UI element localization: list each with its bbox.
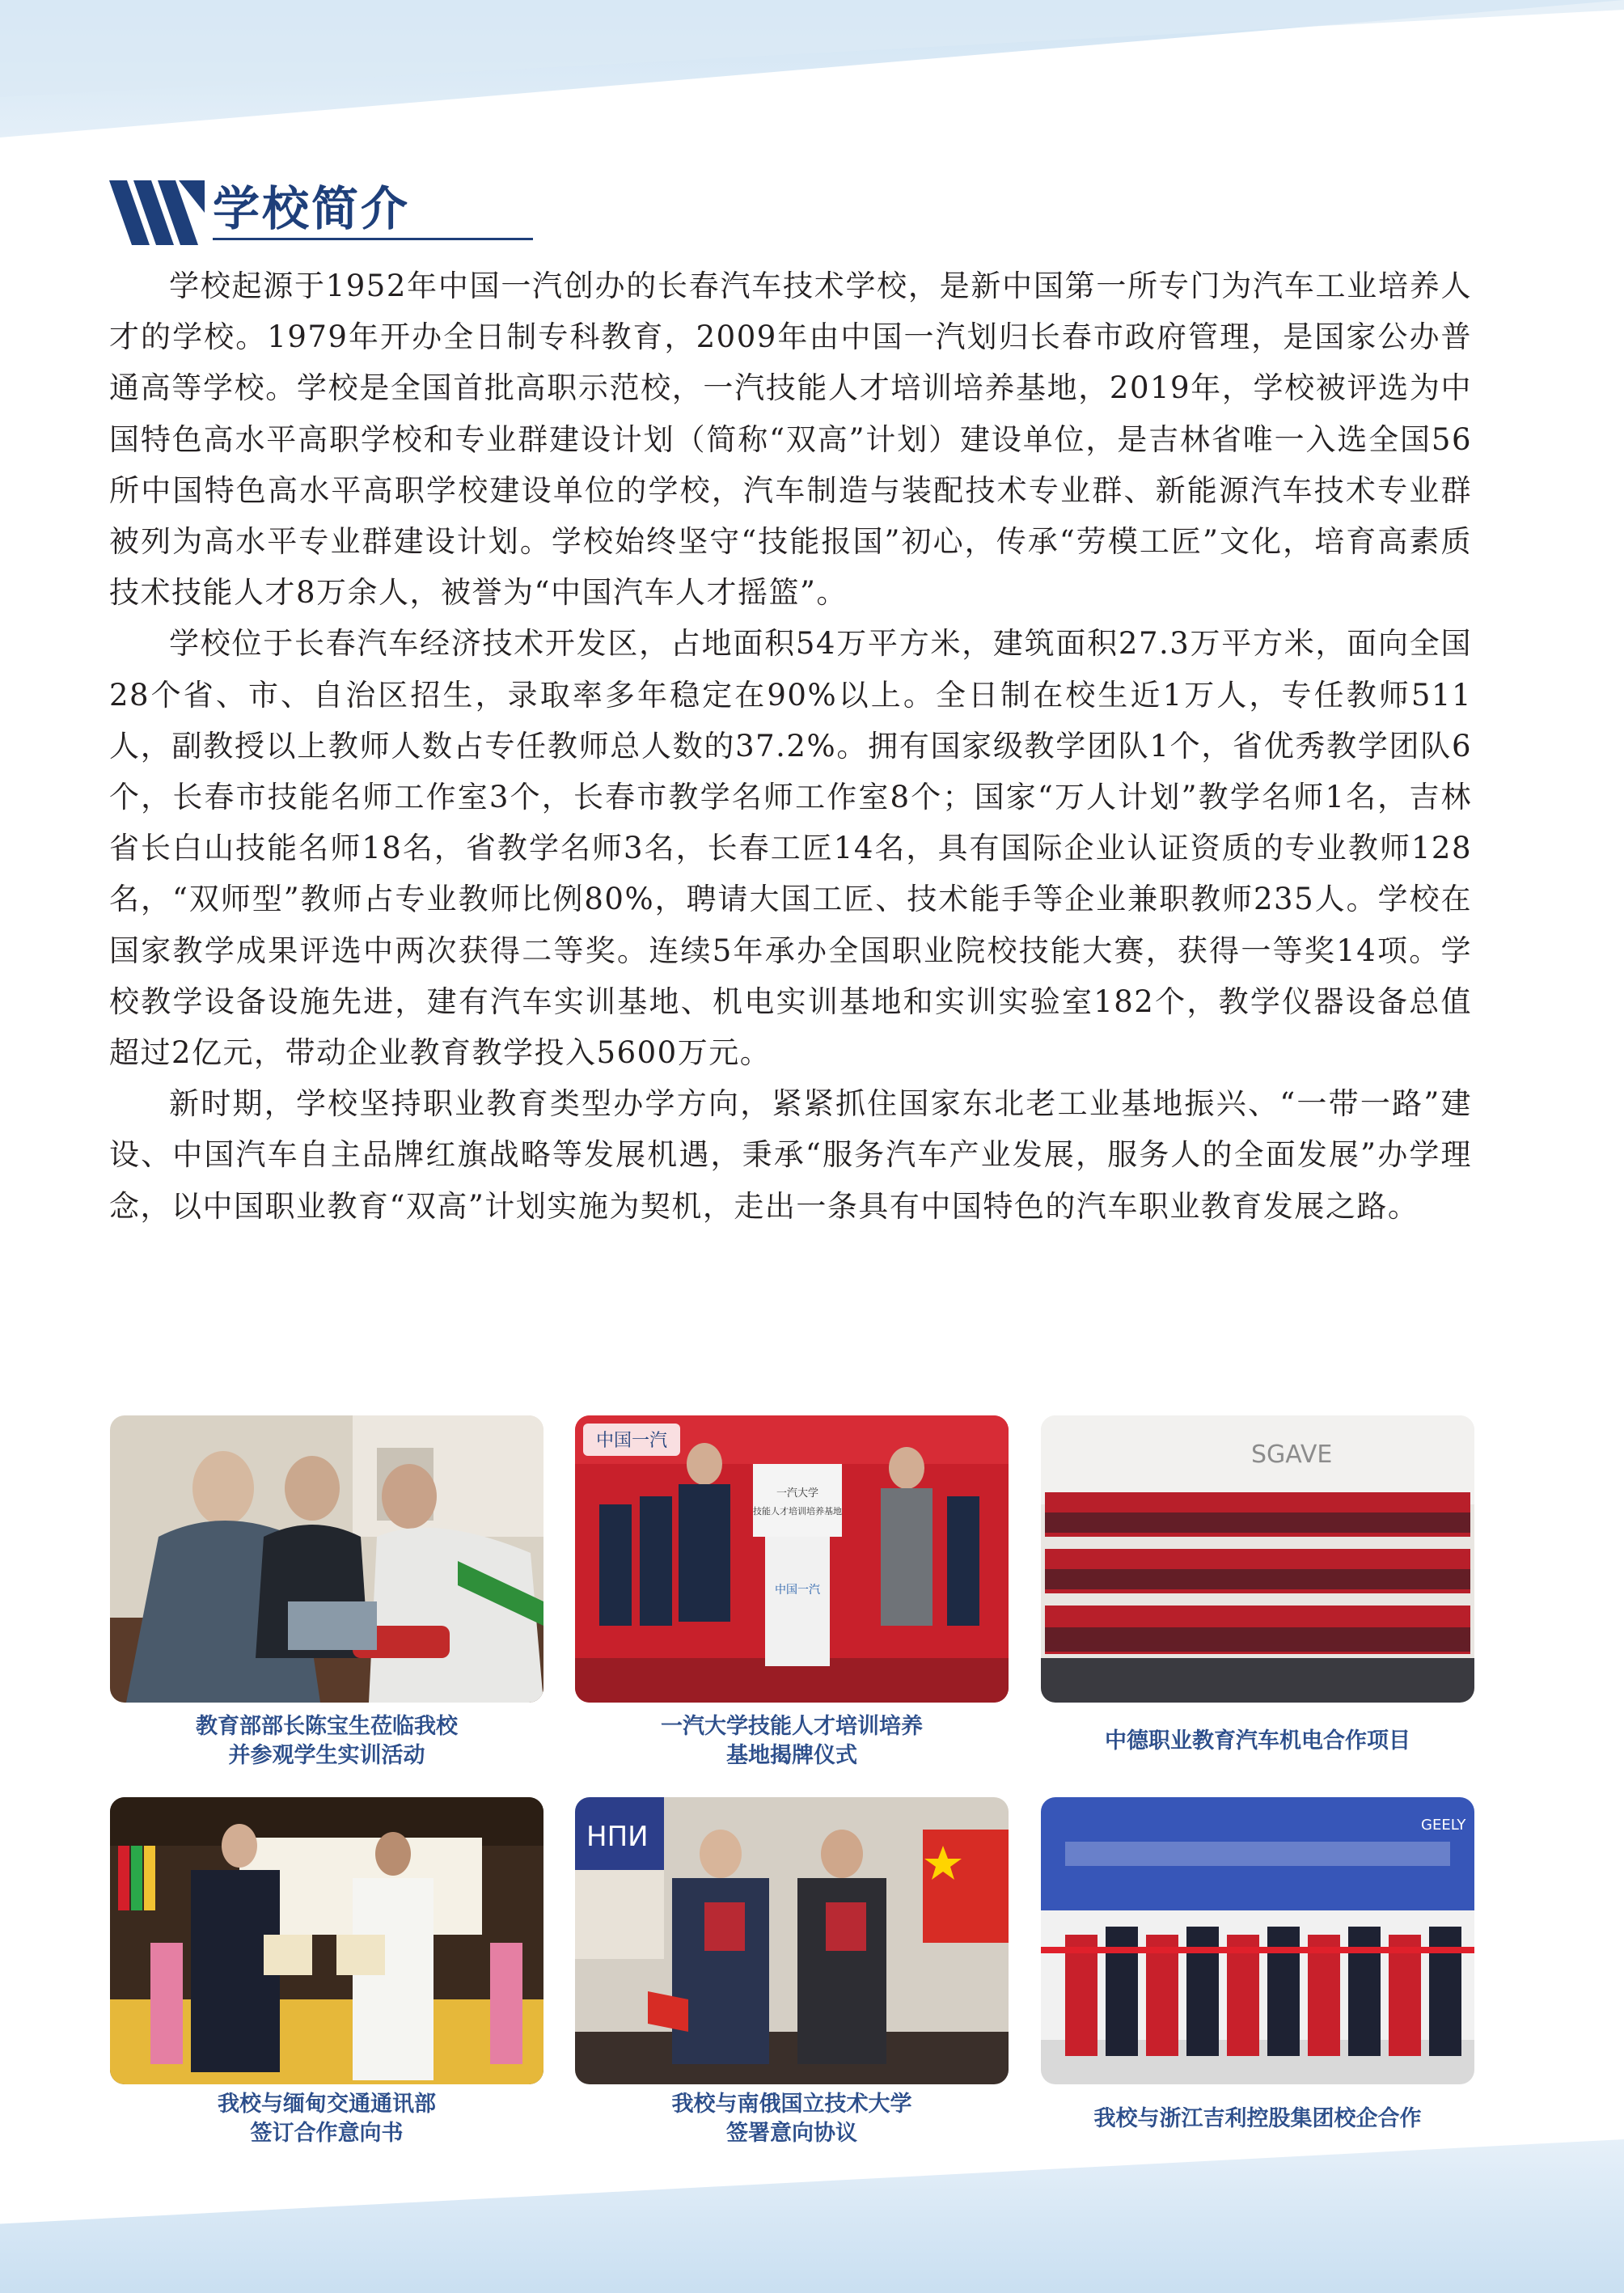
photo-plaque-ceremony [575, 1415, 1009, 1703]
plaque-text-2: 技能人才培训培养基地 [753, 1506, 842, 1517]
plaque-text-1: 一汽大学 [776, 1487, 819, 1500]
caption-plaque-ceremony [549, 1712, 1034, 1771]
podium-text: 中国一汽 [775, 1584, 820, 1597]
caption-russia-signing [549, 2090, 1034, 2148]
paragraph-history: 学校起源于1952年中国一汽创办的长春汽车技术学校，是新中国第一所专门为汽车工业培养人才的学校。1979年开办全日制专科教育，2009年由中国一汽划归长春市政府管理，是国家公办普通高等学校。学校是全国首批高职示范校，一汽技能人才培训培养基地，2019年，学校被评选为中国特色高水平高职学校和专业群建设计划（简称“双高”计划）建设单位，是吉林省唯一入选全国56所中国特色高水平高职学校建设单位的学校，汽车制造与装配技术专业群、新能源汽车技术专业群被列为高水平专业群建设计划。学校始终坚守“技能报国”初心，传承“劳模工匠”文化，培育高素质技术技能人才8万余人，被誉为“中国汽车人才摇篮”。 [109, 269, 1472, 611]
caption-minister-visit [84, 1712, 569, 1771]
caption-line-1: 一汽大学技能人才培训培养 [661, 1714, 923, 1739]
sign-text: 中国一汽 [595, 1431, 668, 1451]
intro-body [109, 260, 1472, 1232]
caption-line-2: 签订合作意向书 [250, 2121, 404, 2146]
caption-line-2: 并参观学生实训活动 [228, 1743, 425, 1768]
section-heading [109, 176, 425, 241]
photo-minister-visit [110, 1415, 543, 1703]
caption-line-1: 我校与缅甸交通通讯部 [218, 2092, 436, 2117]
caption-line-1: 我校与南俄国立技术大学 [671, 2092, 912, 2117]
photo-sino-german-project [1041, 1415, 1474, 1703]
photo-geely-cooperation [1041, 1797, 1474, 2084]
photo-myanmar-signing [110, 1797, 543, 2084]
caption-line-2: 基地揭牌仪式 [726, 1743, 857, 1768]
caption-line-2: 签署意向协议 [726, 2121, 857, 2146]
banner-text: GEELY [1421, 1817, 1466, 1834]
caption-myanmar-signing [84, 2090, 569, 2148]
sign-text: НПИ [586, 1821, 649, 1853]
top-decor-band-overlay [0, 0, 1624, 97]
caption-sino-german-project [1015, 1727, 1500, 1756]
section-title: 学校简介 [213, 181, 411, 236]
banner-text: SGAVE [1251, 1441, 1333, 1469]
caption-line-1: 中德职业教育汽车机电合作项目 [1105, 1728, 1410, 1754]
title-underline [213, 238, 533, 240]
stripes-logo-icon [109, 180, 205, 245]
paragraph-vision: 新时期，学校坚持职业教育类型办学方向，紧紧抓住国家东北老工业基地振兴、“一带一路”建设、中国汽车自主品牌红旗战略等发展机遇，秉承“服务汽车产业发展，服务人的全面发展”办学理念，以中国职业教育“双高”计划实施为契机，走出一条具有中国特色的汽车职业教育发展之路。 [109, 1086, 1472, 1224]
caption-geely-cooperation [1015, 2105, 1500, 2134]
caption-line-1: 教育部部长陈宝生莅临我校 [196, 1714, 458, 1739]
paragraph-facilities: 学校位于长春汽车经济技术开发区，占地面积54万平方米，建筑面积27.3万平方米，面向全国28个省、市、自治区招生，录取率多年稳定在90%以上。全日制在校生近1万人，专任教师511人，副教授以上教师人数占专任教师总人数的37.2%。拥有国家级教学团队1个，省优秀教学团队6个，长春市技能名师工作室3个，长春市教学名师工作室8个；国家“万人计划”教学名师1名，吉林省长白山技能名师18名，省教学名师3名，长春工匠14名，具有国际企业认证资质的专业教师128名，“双师型”教师占专业教师比例80%，聘请大国工匠、技术能手等企业兼职教师235人。学校在国家教学成果评选中两次获得二等奖。连续5年承办全国职业院校技能大赛，获得一等奖14项。学校教学设备设施先进，建有汽车实训基地、机电实训基地和实训实验室182个，教学仪器设备总值超过2亿元，带动企业教育教学投入5600万元。 [109, 626, 1472, 1071]
bottom-decor-band [0, 2139, 1624, 2293]
photo-russia-signing [575, 1797, 1009, 2084]
caption-line-1: 我校与浙江吉利控股集团校企合作 [1093, 2106, 1422, 2131]
